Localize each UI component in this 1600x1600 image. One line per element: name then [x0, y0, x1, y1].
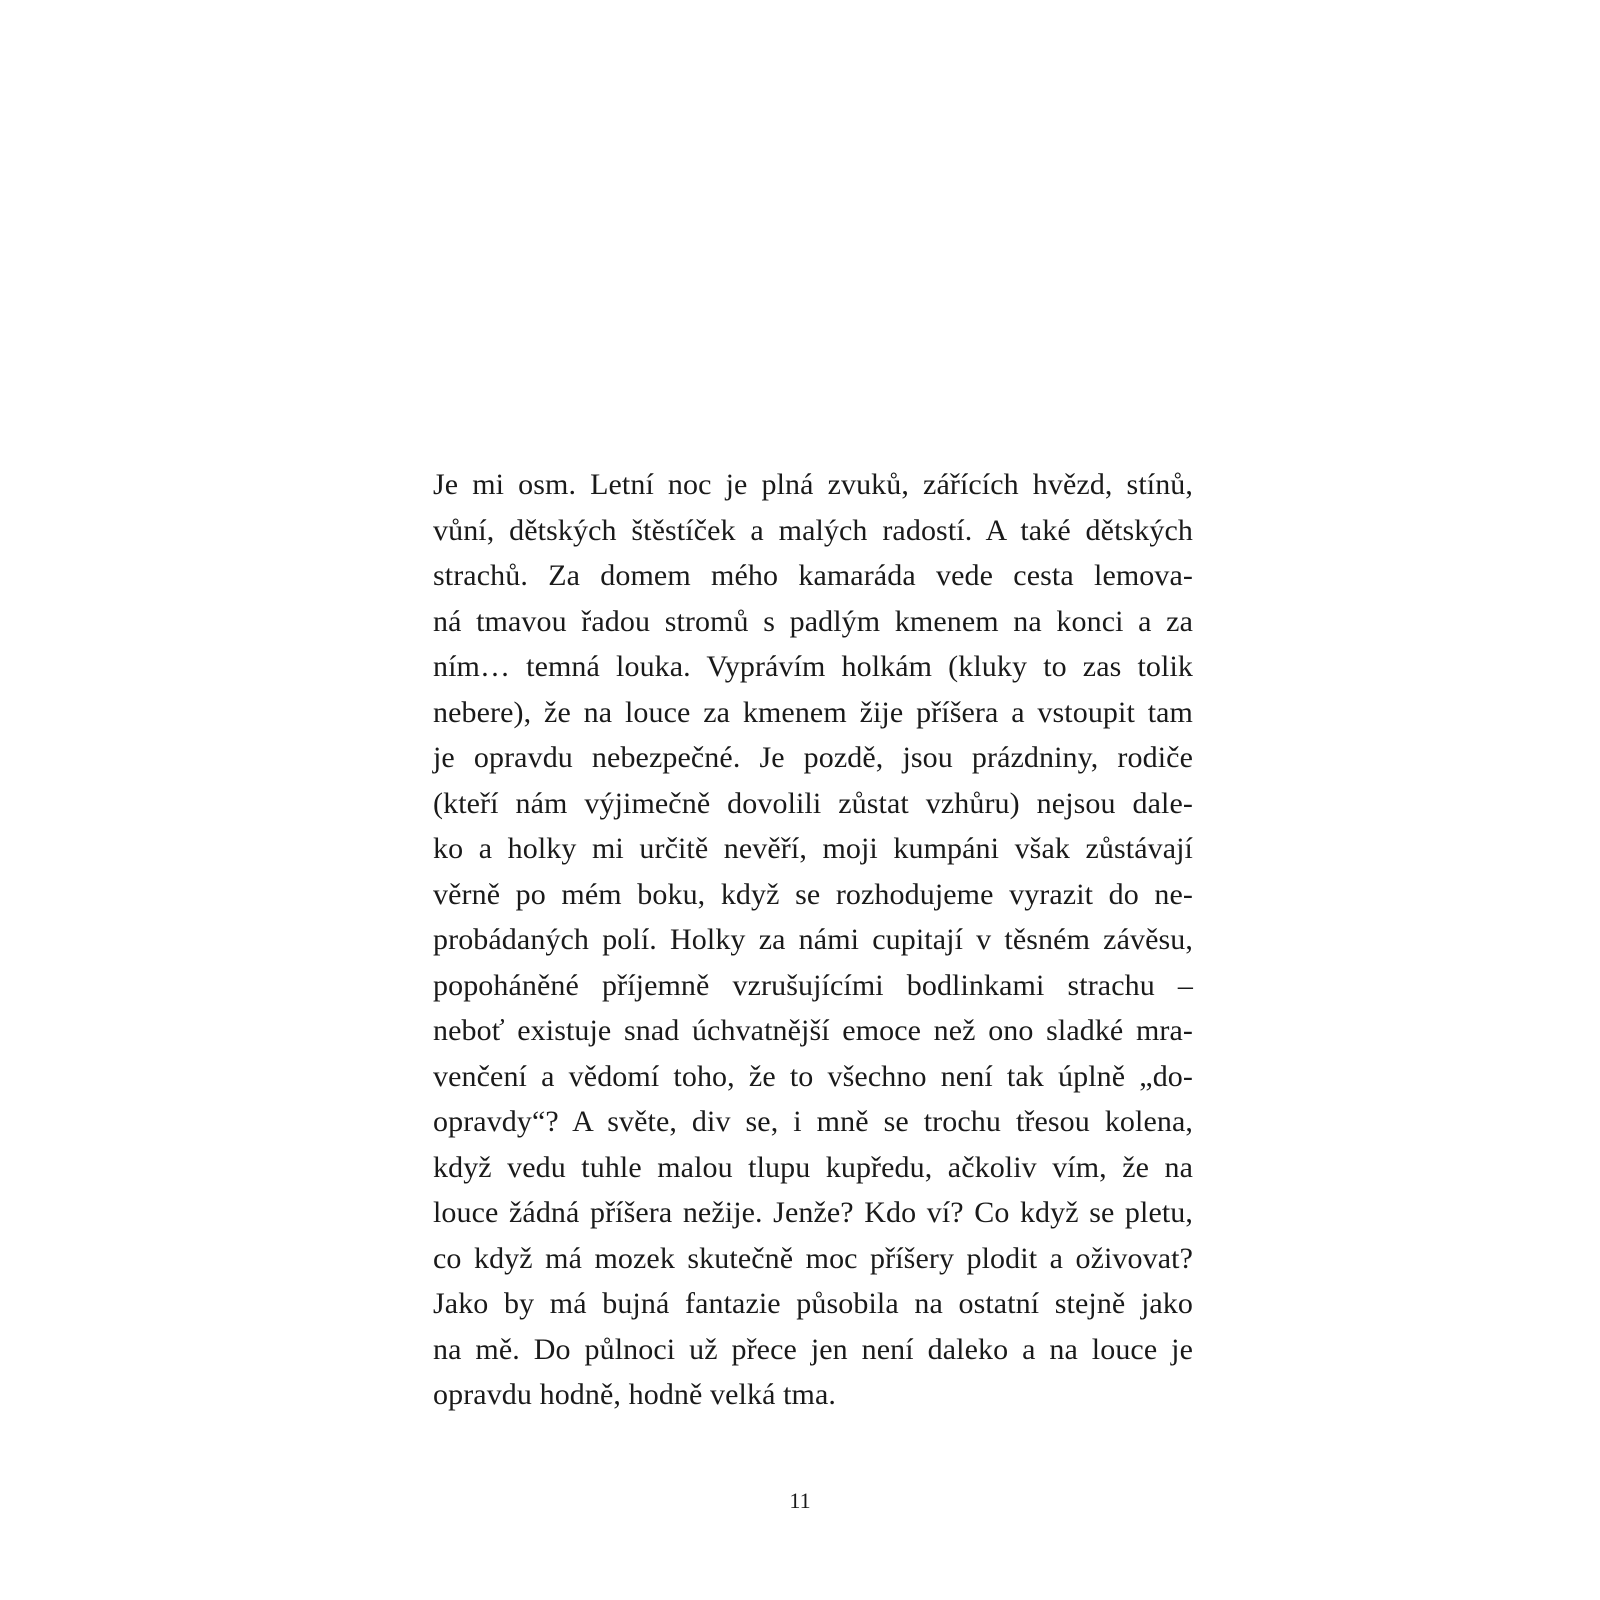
- text-line: ním… temná louka. Vyprávím holkám (kluky to zas tolik: [433, 650, 1193, 683]
- text-line: opravdu hodně, hodně velká tma.: [433, 1378, 836, 1411]
- text-line: Je mi osm. Letní noc je plná zvuků, zářících hvězd, stínů,: [433, 468, 1193, 501]
- page-number: 11: [789, 1488, 811, 1513]
- text-line: když vedu tuhle malou tlupu kupředu, ačkoliv vím, že na: [433, 1150, 1193, 1184]
- text-line: nebere), že na louce za kmenem žije příšera a vstoupit tam: [433, 695, 1193, 729]
- text-line: co když má mozek skutečně moc příšery plodit a oživovat?: [433, 1241, 1193, 1275]
- text-line: vůní, dětských štěstíček a malých radostí. A také dětských: [433, 513, 1193, 547]
- text-line: je opravdu nebezpečné. Je pozdě, jsou prázdniny, rodiče: [433, 741, 1193, 774]
- text-line: probádaných polí. Holky za námi cupitají v těsném závěsu,: [433, 923, 1193, 956]
- text-line: Jako by má bujná fantazie působila na ostatní stejně jako: [433, 1287, 1193, 1320]
- text-line: ko a holky mi určitě nevěří, moji kumpáni však zůstávají: [433, 832, 1193, 865]
- text-line: venčení a vědomí toho, že to všechno není tak úplně „do-: [433, 1059, 1193, 1093]
- body-paragraph: [433, 462, 1193, 1418]
- text-line: ná tmavou řadou stromů s padlým kmenem na konci a za: [433, 604, 1193, 638]
- text-line: neboť existuje snad úchvatnější emoce než ono sladké mra-: [433, 1014, 1193, 1047]
- text-line: popoháněné příjemně vzrušujícími bodlinkami strachu –: [433, 968, 1193, 1002]
- text-line: věrně po mém boku, když se rozhodujeme vyrazit do ne-: [433, 877, 1193, 911]
- text-line: strachů. Za domem mého kamaráda vede cesta lemova-: [433, 559, 1193, 592]
- text-line: opravdy“? A světe, div se, i mně se trochu třesou kolena,: [433, 1105, 1193, 1138]
- text-line: (kteří nám výjimečně dovolili zůstat vzhůru) nejsou dale-: [433, 786, 1193, 820]
- text-line: na mě. Do půlnoci už přece jen není daleko a na louce je: [433, 1332, 1193, 1366]
- text-line: louce žádná příšera nežije. Jenže? Kdo ví? Co když se pletu,: [433, 1196, 1193, 1229]
